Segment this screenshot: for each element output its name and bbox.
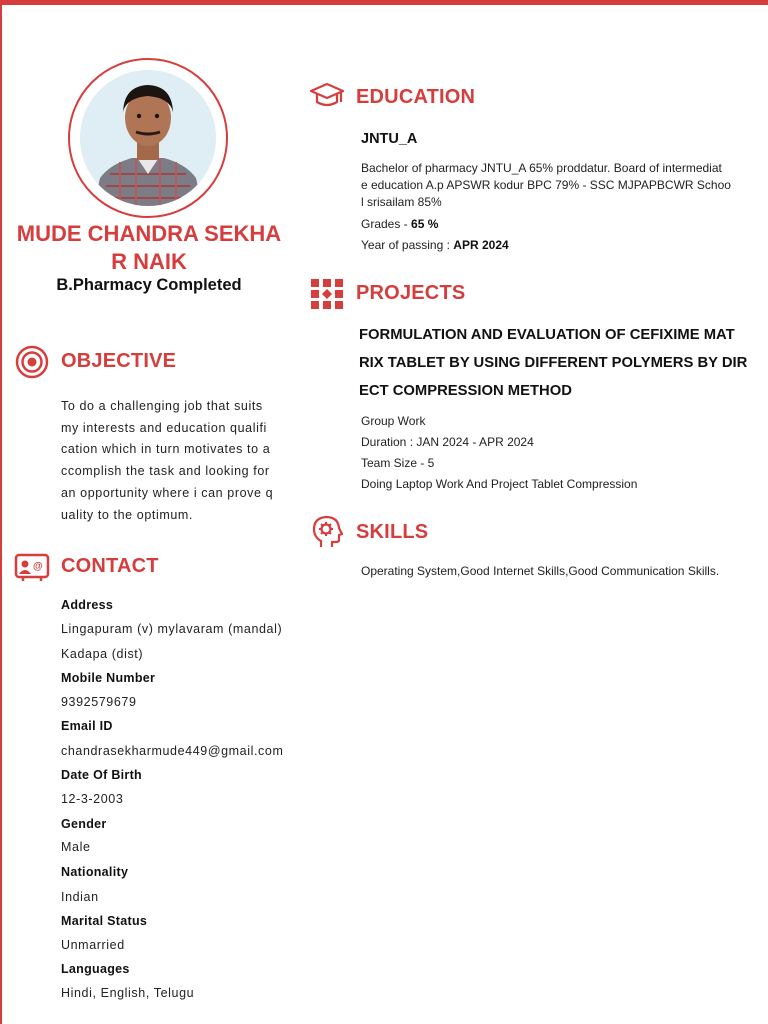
education-description-line: l srisailam 85% <box>361 195 442 209</box>
objective-line: uality to the optimum. <box>61 508 194 522</box>
year-label: Year of passing : <box>361 238 454 252</box>
graduation-cap-icon <box>309 82 345 118</box>
address-line-2: Kadapa (dist) <box>61 647 144 661</box>
year-value: APR 2024 <box>453 238 509 252</box>
candidate-name-line-1: MUDE CHANDRA SEKHA <box>16 221 282 246</box>
target-icon <box>15 345 51 381</box>
objective-line: To do a challenging job that suits <box>61 399 263 413</box>
top-accent-bar <box>0 0 768 5</box>
project-title-line: FORMULATION AND EVALUATION OF CEFIXIME MAT <box>359 327 735 343</box>
languages-label: Languages <box>61 962 130 976</box>
email-label: Email ID <box>61 719 113 733</box>
objective-line: ccomplish the task and looking for <box>61 464 270 478</box>
education-description-line: Bachelor of pharmacy JNTU_A 65% proddatur. Board of intermediat <box>361 161 722 175</box>
grid-icon <box>310 278 346 314</box>
project-work: Doing Laptop Work And Project Tablet Compression <box>361 477 638 491</box>
gender-label: Gender <box>61 817 107 831</box>
mobile-label: Mobile Number <box>61 671 156 685</box>
mobile-value: 9392579679 <box>61 695 137 709</box>
contact-heading: CONTACT <box>61 555 159 577</box>
profile-photo <box>80 70 216 206</box>
head-gear-icon <box>311 515 347 551</box>
profile-photo-frame <box>68 58 228 218</box>
address-line-1: Lingapuram (v) mylavaram (mandal) <box>61 622 283 636</box>
project-title-line: RIX TABLET BY USING DIFFERENT POLYMERS BY DIR <box>359 355 748 371</box>
candidate-name <box>5 220 293 276</box>
dob-value: 12-3-2003 <box>61 792 124 806</box>
project-team-size: Team Size - 5 <box>361 456 435 470</box>
contact-card-icon <box>14 553 50 589</box>
grades-label: Grades - <box>361 217 412 231</box>
languages-value: Hindi, English, Telugu <box>61 986 195 1000</box>
project-title-line: ECT COMPRESSION METHOD <box>359 383 572 399</box>
marital-status-value: Unmarried <box>61 938 125 952</box>
education-heading: EDUCATION <box>356 86 476 108</box>
education-institution: JNTU_A <box>361 131 418 147</box>
skills-heading: SKILLS <box>356 521 429 543</box>
objective-line: cation which in turn motivates to a <box>61 442 271 456</box>
objective-line: my interests and education qualifi <box>61 421 267 435</box>
dob-label: Date Of Birth <box>61 768 142 782</box>
candidate-name-line-2: R NAIK <box>111 249 187 274</box>
email-value: chandrasekharmude449@gmail.com <box>61 744 284 758</box>
education-description-line: e education A.p APSWR kodur BPC 79% - SSC MJPAPBCWR Schoo <box>361 178 731 192</box>
nationality-value: Indian <box>61 890 99 904</box>
nationality-label: Nationality <box>61 865 129 879</box>
gender-value: Male <box>61 840 91 854</box>
project-duration: Duration : JAN 2024 - APR 2024 <box>361 435 534 449</box>
marital-status-label: Marital Status <box>61 914 148 928</box>
left-accent-border <box>0 0 2 1024</box>
candidate-qualification: B.Pharmacy Completed <box>56 276 242 294</box>
address-label: Address <box>61 598 114 612</box>
objective-line: an opportunity where i can prove q <box>61 486 274 500</box>
grades-value: 65 % <box>411 217 439 231</box>
education-year <box>361 238 509 252</box>
objective-heading: OBJECTIVE <box>61 350 177 372</box>
project-type: Group Work <box>361 414 426 428</box>
education-grades <box>361 217 438 231</box>
projects-heading: PROJECTS <box>356 282 466 304</box>
svg-text:@: @ <box>33 561 43 572</box>
skills-text: Operating System,Good Internet Skills,Good Communication Skills. <box>361 564 720 578</box>
